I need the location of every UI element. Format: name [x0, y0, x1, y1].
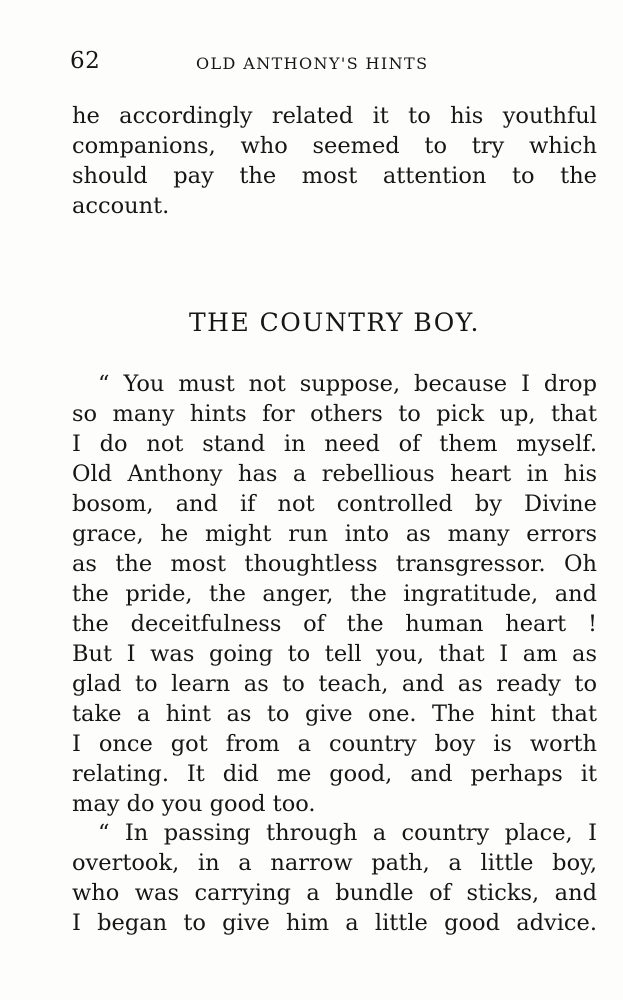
section-title: THE COUNTRY BOY. [189, 308, 480, 337]
text-line: so many hints for others to pick up, that [72, 401, 597, 427]
text-line: glad to learn as to teach, and as ready to [72, 671, 597, 697]
text-line: relating. It did me good, and perhaps it [72, 761, 597, 787]
text-line: who was carrying a bundle of sticks, and [72, 880, 597, 906]
running-head [70, 48, 600, 78]
text-line: account. [72, 193, 170, 219]
running-title: OLD ANTHONY'S HINTS [196, 54, 429, 73]
text-line: the pride, the anger, the ingratitude, and [72, 581, 597, 607]
text-line: the deceitfulness of the human heart ! [72, 611, 597, 637]
text-line: as the most thoughtless transgressor. Oh [72, 551, 597, 577]
text-line: But I was going to tell you, that I am as [72, 641, 597, 667]
text-line: overtook, in a narrow path, a little boy, [72, 850, 597, 876]
text-line: he accordingly related it to his youthful [72, 103, 597, 129]
text-line: grace, he might run into as many errors [72, 521, 597, 547]
page-number: 62 [70, 48, 101, 74]
text-line: “ You must not suppose, because I drop [98, 371, 597, 397]
text-line: Old Anthony has a rebellious heart in his [72, 461, 597, 487]
text-line: I began to give him a little good advice. [72, 910, 597, 936]
text-line: take a hint as to give one. The hint that [72, 701, 597, 727]
text-line: may do you good too. [72, 791, 316, 817]
text-line: companions, who seemed to try which [72, 133, 597, 159]
text-line: “ In passing through a country place, I [98, 820, 597, 846]
text-line: should pay the most attention to the [72, 163, 597, 189]
text-line: I once got from a country boy is worth [72, 731, 597, 757]
text-line: bosom, and if not controlled by Divine [72, 491, 597, 517]
text-line: I do not stand in need of them myself. [72, 431, 597, 457]
